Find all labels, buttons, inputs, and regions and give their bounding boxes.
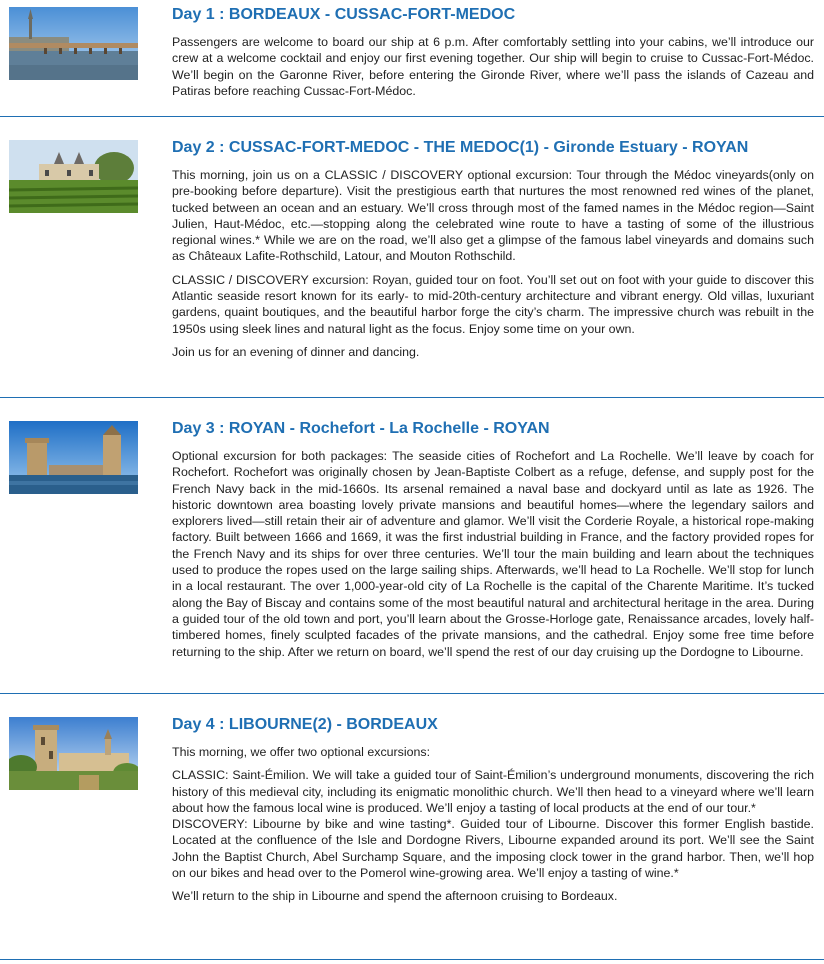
day-paragraph: CLASSIC: Saint-Émilion. We will take a guided tour of Saint-Émilion’s underground monuments, discovering the rich history of this medieval city, including its enigmatic monolithic church. We’ll then head to a vineyard where we’ll learn about how the famous local wine is produced. We’ll enjoy a tasting of local products at the end of our tour.* DISCOVERY: Libourne by bike and wine tasting*. Guided tour of Libourne. Discover this former English bastide. Located at the confluence of the Isle and Dordogne Rivers, Libourne expanded around its port. We’ll see the Saint John the Baptist Church, Abel Surchamp Square, and the imposing clock tower in the grand harbor. Then, we’ll hop on our bikes and head over to the Pomerol wine-growing area. We’ll enjoy a tasting of wine.* xyxy=(172,768,814,881)
day-section-2 xyxy=(0,117,824,398)
day-section-3 xyxy=(0,398,824,694)
day-paragraph: Passengers are welcome to board our ship at 6 p.m. After comfortably settling into your cabins, we’ll introduce our crew at a welcome cocktail and enjoy our first evening together. Our ship will begin to cruise to Cussac-Fort-Médoc. We’ll begin on the Garonne River, before entering the Gironde River, where we’ll pass the islands of Cazeau and Patiras before reaching Cussac-Fort-Médoc. xyxy=(172,35,814,98)
day-paragraph: CLASSIC / DISCOVERY excursion: Royan, guided tour on foot. You’ll set out on foot with your guide to discover this Atlantic seaside resort known for its early- to mid-20th-century architecture and vibrant energy. Old villas, luxuriant gardens, quaint boutiques, and the beautiful harbor forge the city’s charm. The impressive church was rebuilt in the 1950s using sleek lines and natural light as the focus. Enjoy some time on your own. xyxy=(172,272,814,336)
day-content-2 xyxy=(172,138,814,367)
day-title: Day 2 : CUSSAC-FORT-MEDOC - THE MEDOC(1) - Gironde Estuary - ROYAN xyxy=(172,139,749,156)
la-rochelle-towers-photo xyxy=(9,421,138,494)
day-content-1 xyxy=(172,5,814,106)
day-title: Day 4 : LIBOURNE(2) - BORDEAUX xyxy=(172,716,438,733)
bordeaux-bridge-photo xyxy=(9,7,138,80)
day-title: Day 3 : ROYAN - Rochefort - La Rochelle - ROYAN xyxy=(172,420,550,437)
day-section-4 xyxy=(0,694,824,960)
day-section-1 xyxy=(0,0,824,117)
day-content-3 xyxy=(172,419,814,667)
saint-emilion-tower-photo xyxy=(9,717,138,790)
medoc-chateau-vineyard-photo xyxy=(9,140,138,213)
day-title: Day 1 : BORDEAUX - CUSSAC-FORT-MEDOC xyxy=(172,6,516,23)
day-paragraph: Join us for an evening of dinner and dancing. xyxy=(172,344,420,359)
day-paragraph: Optional excursion for both packages: The seaside cities of Rochefort and La Rochelle. We’ll leave by coach for Rochefort. Rochefort was originally chosen by Jean-Baptiste Colbert as a refuge, defense, and supply post for the French Navy back in the mid-1660s. Its arsenal remained a naval base and dockyard until as late as 1926. The historic downtown area boasting lovely private mansions and beautiful homes—where the legendary sailors and explorers lived—still retain their air of adventure and glamor. We’ll visit the Corderie Royale, a historical rope-making factory. Built between 1666 and 1669, it was the first industrial building in France, and the factory provided ropes for the French Navy and its ships for over three centuries. We’ll tour the main building and learn about the techniques used to produce the ropes used on the large sailing ships. Afterwards, we’ll head to La Rochelle. We’ll stop for lunch in a local restaurant. The over 1,000-year-old city of La Rochelle is the capital of the Charente Maritime. It’s tucked along the Bay of Biscay and contains some of the most beautiful natural and architectural heritage in the area. During a guided tour of the old town and port, you’ll learn about the Grosse-Horloge gate, Renaissance arcades, lovely half-timbered homes, finely sculpted facades of the private mansions, and the cathedral. Enjoy some free time before returning to the ship. After we return on board, we’ll spend the rest of our day cruising up the Dordogne to Libourne. xyxy=(172,449,814,659)
day-content-4 xyxy=(172,715,814,912)
day-paragraph: This morning, we offer two optional excursions: xyxy=(172,745,431,759)
day-paragraph: This morning, join us on a CLASSIC / DISCOVERY optional excursion: Tour through the Médoc vineyards(only on pre-booking before departure). Visit the prestigious earth that nurtures the most renowned red wines of the planet, tucked between an ocean and an estuary. We’ll cross through most of the famed names in the Médoc region—Saint Julien, Haut-Médoc, etc.—stopping along the celebrated wine route to have a tasting of some of the illustrious regional wines.* While we are on the road, we’ll also get a glimpse of the famous label vineyards and domains such as Châteaux Lafite-Rothschild, Latour, and Mouton Rothschild. xyxy=(172,168,814,264)
day-paragraph: We’ll return to the ship in Libourne and spend the afternoon cruising to Bordeaux. xyxy=(172,889,618,904)
